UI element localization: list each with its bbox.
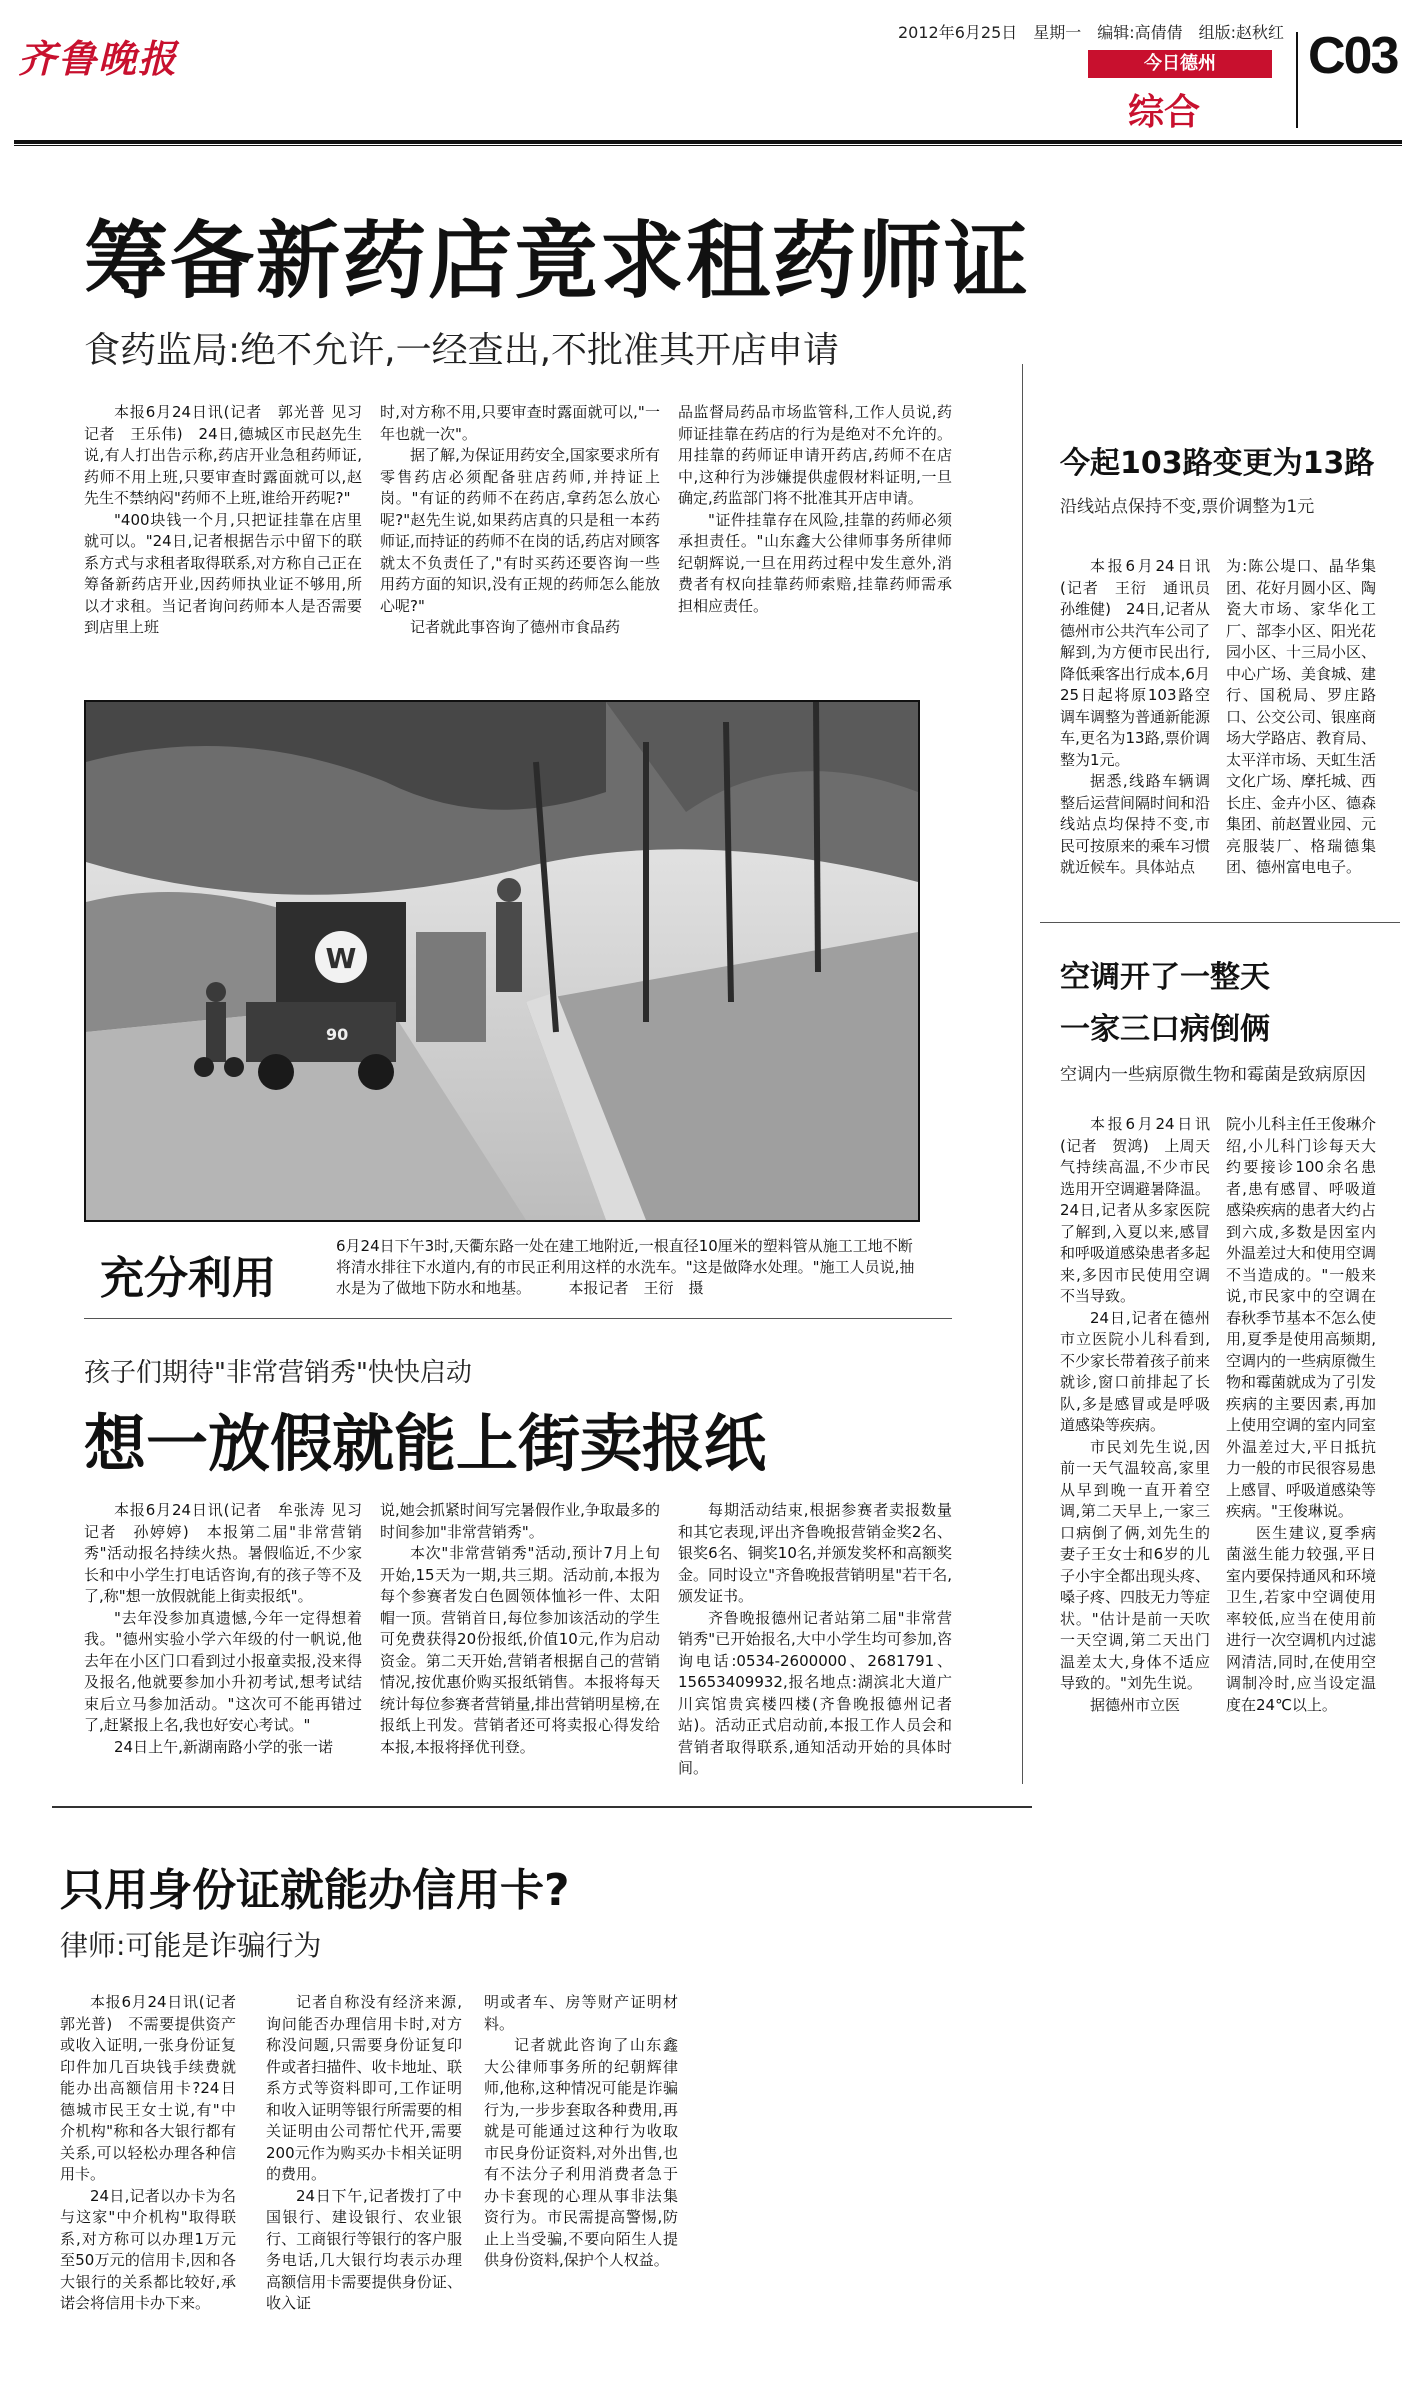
- paragraph: 院小儿科主任王俊琳介绍,小儿科门诊每天大约要接诊100余名患者,患有感冒、呼吸道感染疾病的患者大约占到六成,多数是因室内外温差过大和使用空调不当造成的。"一般来说,市民家中的空调在春秋季节基本不怎么使用,夏季是使用高频期,空调内的一些病原微生物和霉菌就成为了引发疾病的主要因素,再加上使用空调的室内同室外温差过大,平日抵抗力一般的市民很容易患上感冒、呼吸道感染等疾病。"王俊琳说。: [1226, 1115, 1377, 1520]
- photo-caption: 6月24日下午3时,天衢东路一处在建工地附近,一根直径10厘米的塑料管从施工工地不断将清水排往下水道内,有的市民正利用这样的水洗车。"这是做降水处理。"施工人员说,抽水是为了做地下防水和地基。 本报记者 王衍 摄: [336, 1237, 915, 1297]
- section-divider: [52, 1806, 1032, 1808]
- header-rule: [14, 140, 1402, 144]
- article1-headline: 筹备新药店竟求租药师证: [84, 212, 1031, 310]
- page-number: C03: [1308, 27, 1398, 85]
- article3-headline: 只用身份证就能办信用卡?: [60, 1865, 570, 1916]
- paragraph: 明或者车、房等财产证明材料。: [484, 1993, 678, 2033]
- article2-col3: [678, 1500, 952, 1780]
- side2-headline-2: 一家三口病倒俩: [1060, 1012, 1270, 1047]
- side2-col1: [1060, 1114, 1210, 1716]
- paragraph: 本报6月24日讯(记者 牟张涛 见习记者 孙婷婷) 本报第二届"非常营销秀"活动报名持续火热。暑假临近,不少家长和中小学生打电话咨询,有的孩子等不及了,称"想一放假就能上街卖报纸"。: [84, 1501, 362, 1605]
- paragraph: 市民刘先生说,因前一天气温较高,家里从早到晚一直开着空调,第二天早上,一家三口病倒了俩,刘先生的妻子王女士和6岁的儿子小宇全都出现头疼、嗓子疼、四肢无力等症状。"估计是前一天吹一天空调,第二天出门温差太大,身体不适应导致的。"刘先生说。: [1060, 1437, 1211, 1692]
- paragraph: 本报6月24日讯(记者 贺鸿) 上周天气持续高温,不少市民选用开空调避暑降温。24日,记者从多家医院了解到,入夏以来,感冒和呼吸道感染患者多起来,多因市民使用空调不当导致。: [1060, 1115, 1211, 1305]
- paragraph: 为:陈公堤口、晶华集团、花好月圆小区、陶瓷大市场、家华化工厂、部李小区、阳光花园小区、十三局小区、中心广场、美食城、建行、国税局、罗庄路口、公交公司、银座商场大学路店、教育局、太平洋市场、天虹生活文化广场、摩托城、西长庄、金卉小区、德森集团、前赵置业园、元亮服装厂、格瑞德集团、德州富电电子。: [1226, 557, 1377, 876]
- paragraph: 说,她会抓紧时间写完暑假作业,争取最多的时间参加"非常营销秀"。: [380, 1501, 660, 1541]
- paragraph: 24日,记者以办卡为名与这家"中介机构"取得联系,对方称可以办理1万元至50万元的信用卡,因和各大银行的关系都比较好,承诺会将信用卡办下来。: [60, 2186, 236, 2312]
- article2-headline: 想一放假就能上街卖报纸: [84, 1407, 767, 1480]
- paragraph: 本报6月24日讯(记者 郭光普 见习记者 王乐伟) 24日,德城区市民赵先生说,有人打出告示称,药店开业急租药师证,药师不用上班,只要审查时露面就可以,赵先生不禁纳闷"药师不上班,谁给开药呢?": [84, 403, 362, 507]
- paragraph: 本次"非常营销秀"活动,预计7月上旬开始,15天为一期,共三期。活动前,本报为每个参赛者发白色圆领体恤衫一件、太阳帽一顶。营销首日,每位参加该活动的学生可免费获得20份报纸,价值10元,作为启动资金。第二天开始,营销者根据自己的营销情况,按优惠价购买报纸销售。本报将每天统计每位参赛者营销量,排出营销明星榜,在报纸上刊发。营销者还可将卖报心得发给本报,本报将择优刊登。: [380, 1544, 660, 1756]
- paragraph: 24日,记者在德州市立医院小儿科看到,不少家长带着孩子前来就诊,窗口前排起了长队,多是感冒或是呼吸道感染等疾病。: [1060, 1308, 1211, 1434]
- news-photo: [84, 700, 920, 1222]
- section-name: 综合: [1128, 92, 1201, 133]
- article1-deck: 食药监局:绝不允许,一经查出,不批准其开店申请: [84, 330, 840, 371]
- article1-col3: [678, 402, 952, 617]
- article1-col1: [84, 402, 362, 639]
- paragraph: 据悉,线路车辆调整后运营间隔时间和沿线站点均保持不变,市民可按原来的乘车习惯就近候车。具体站点: [1060, 772, 1211, 876]
- side1-col2: [1226, 556, 1376, 879]
- paragraph: 本报6月24日讯(记者 王衍 通讯员 孙维健) 24日,记者从德州市公共汽车公司了解到,为方便市民出行,降低乘客出行成本,6月25日起将原103路空调车调整为普通新能源车,更名为13路,票价调整为1元。: [1060, 557, 1226, 769]
- header-divider: [1296, 32, 1298, 128]
- column-separator: [1022, 364, 1023, 1784]
- photo-headline: 充分利用: [100, 1253, 276, 1304]
- paragraph: 据德州市立医: [1090, 1695, 1181, 1714]
- side2-col2: [1226, 1114, 1376, 1716]
- masthead-logo: 齐鲁晚报: [18, 36, 179, 81]
- paragraph: "400块钱一个月,只把证挂靠在店里就可以。"24日,记者根据告示中留下的联系方式与求租者取得联系,对方称自己正在筹备新药店开业,因药师执业证不够用,所以才求租。当记者询问药师本人是否需要到店里上班: [84, 510, 362, 636]
- article3-deck: 律师:可能是诈骗行为: [60, 1929, 322, 1962]
- paragraph: "证件挂靠存在风险,挂靠的药师必须承担责任。"山东鑫大公律师事务所律师纪朝辉说,一旦在用药过程中发生意外,消费者有权向挂靠药师索赔,挂靠药师需承担相应责任。: [678, 510, 952, 615]
- paragraph: 24日上午,新湖南路小学的张一诺: [114, 1737, 333, 1756]
- paragraph: 时,对方称不用,只要审查时露面就可以,"一年也就一次"。: [380, 403, 660, 443]
- truck-number: 90: [326, 1025, 349, 1044]
- article3-col2: [266, 1992, 462, 2315]
- paragraph: 据了解,为保证用药安全,国家要求所有零售药店必须配备驻店药师,并持证上岗。"有证的药师不在药店,拿药怎么放心呢?"赵先生说,如果药店真的只是租一本药师证,而持证的药师不在岗的话,药店对顾客就太不负责任了,"有时买药还要咨询一些用药方面的知识,没有正规的药师怎么能放心呢?": [380, 446, 660, 615]
- article2-col2: [380, 1500, 660, 1758]
- section-divider: [84, 1318, 952, 1319]
- header-rule-thin: [14, 145, 1402, 146]
- street-scene-image: [86, 702, 918, 1220]
- paragraph: "去年没参加真遗憾,今年一定得想着我。"德州实验小学六年级的付一帆说,他去年在小区门口看到过小报童卖报,没来得及报名,他就要参加小升初考试,想考试结束后立马参加活动。"这次可不能再错过了,赶紧报上名,我也好安心考试。": [84, 1608, 362, 1734]
- section-tab: 今日德州: [1088, 50, 1272, 78]
- side2-deck: 空调内一些病原微生物和霉菌是致病原因: [1060, 1065, 1366, 1085]
- paragraph: 品监督局药品市场监管科,工作人员说,药师证挂靠在药店的行为是绝对不允许的。用挂靠的药师证申请开药店,药师不在店中,这种行为涉嫌提供虚假材料证明,一旦确定,药监部门将不批准其开店申请。: [678, 403, 952, 507]
- paragraph: 本报6月24日讯(记者 郭光普) 不需要提供资产或收入证明,一张身份证复印件加几百块钱手续费就能办出高额信用卡?24日德城市民王女士说,有"中介机构"称和各大银行都有关系,可以轻松办理各种信用卡。: [60, 1993, 252, 2183]
- article3-col3: [484, 1992, 678, 2272]
- article2-deck: 孩子们期待"非常营销秀"快快启动: [84, 1358, 472, 1388]
- article2-col1: [84, 1500, 362, 1758]
- paragraph: 齐鲁晚报德州记者站第二届"非常营销秀"已开始报名,大中小学生均可参加,咨询电话:0534-2600000、2681791、15653409932,报名地点:湖滨北大道广川宾馆贵宾楼四楼(齐鲁晚报德州记者站)。活动正式启动前,本报工作人员会和营销者取得联系,通知活动开始的具体时间。: [678, 1608, 952, 1777]
- article1-col2: [380, 402, 660, 639]
- paragraph: 医生建议,夏季病菌滋生能力较强,平日室内要保持通风和环境卫生,若家中空调使用率较低,应当在使用前进行一次空调机内过滤网清洁,同时,在使用空调制冷时,应当设定温度在24℃以上。: [1226, 1523, 1377, 1714]
- side1-col1: [1060, 556, 1226, 879]
- side1-headline: 今起103路变更为13路: [1060, 446, 1375, 481]
- paragraph: 记者就此咨询了山东鑫大公律师事务所的纪朝辉律师,他称,这种情况可能是诈骗行为,一步步套取各种费用,再就是可能通过这种行为收取市民身份证资料,对外出售,也有不法分子利用消费者急于办卡套现的心理从事非法集资行为。市民需提高警惕,防止上当受骗,不要向陌生人提供身份资料,保护个人权益。: [484, 2036, 678, 2269]
- paragraph: 每期活动结束,根据参赛者卖报数量和其它表现,评出齐鲁晚报营销金奖2名、银奖6名、铜奖10名,并颁发奖杯和高额奖金。同时设立"齐鲁晚报营销明星"若干名,颁发证书。: [678, 1501, 952, 1605]
- issue-meta: 2012年6月25日 星期一 编辑:高倩倩 组版:赵秋红: [898, 23, 1285, 42]
- side2-headline-1: 空调开了一整天: [1060, 960, 1270, 995]
- paragraph: 记者自称没有经济来源,询问能否办理信用卡时,对方称没问题,只需要身份证复印件或者扫描件、收卡地址、联系方式等资料即可,工作证明和收入证明等银行所需要的相关证明由公司帮忙代开,需要200元作为购买办卡相关证明的费用。: [266, 1993, 462, 2183]
- article3-col1: [60, 1992, 252, 2315]
- truck-logo: W: [325, 942, 357, 975]
- side-divider: [1040, 922, 1400, 923]
- side1-deck: 沿线站点保持不变,票价调整为1元: [1060, 497, 1315, 517]
- paragraph: 24日下午,记者拨打了中国银行、建设银行、农业银行、工商银行等银行的客户服务电话,几大银行均表示办理高额信用卡需要提供身份证、收入证: [266, 2186, 462, 2312]
- paragraph: 记者就此事咨询了德州市食品药: [410, 618, 621, 636]
